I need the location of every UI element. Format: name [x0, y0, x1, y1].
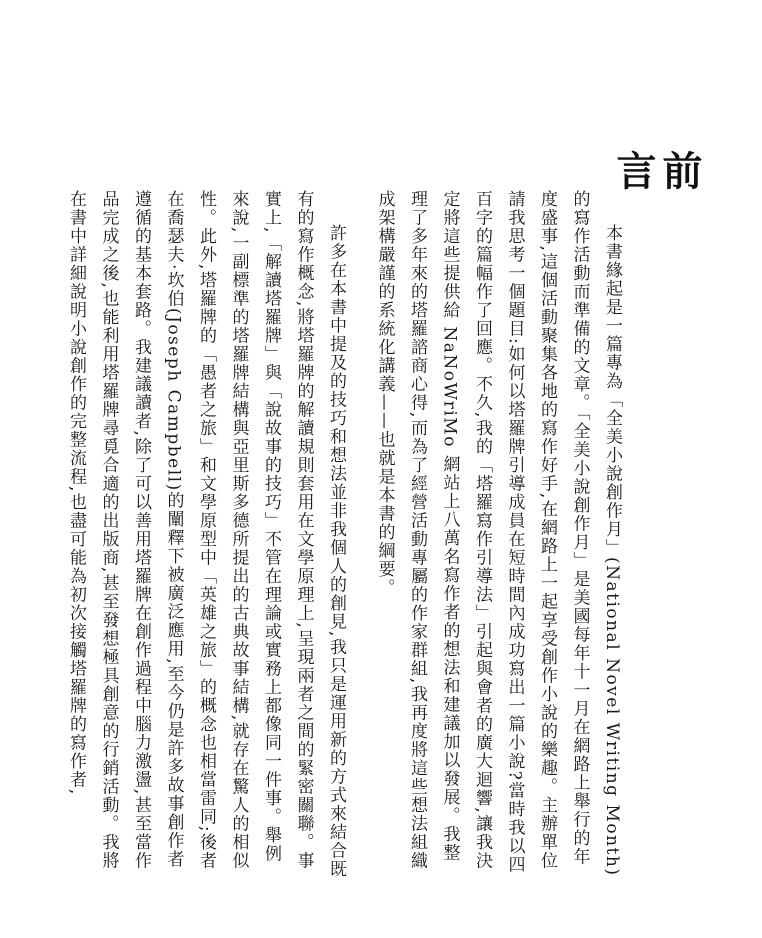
paragraph-2: 許多在本書中提及的技巧和想法並非我個人的創見,我只是運用新的方式來結合既有的寫作概念,將塔羅牌的解讀規則套用在文學原理上,呈現兩者之間的緊密關聯。事實上,「解讀塔羅牌」與「說故事的技巧」不管在理論或實務上都像同一件事。舉例來說,一副標準的塔羅牌結構與亞里斯多德所提出的古典故事結構,就存在驚人的相似性。此外,塔羅牌的「愚者之旅」和文學原型中「英雄之旅」的概念也相當雷同;後者在喬瑟夫·坎伯(Joseph Campbell)的闡釋下被廣泛應用,至今仍是許多故事創作者遵循的基本套路。我建議讀者,除了可以善用塔羅牌在創作過程中腦力激盪,甚至當作品完成之後,也能利用塔羅牌尋覓合適的出版商,甚至發想極具創意的行銷活動。我將在書中詳細說明小說創作的完整流程,也盡可能為初次接觸塔羅牌的寫作者,: [66, 190, 346, 879]
body-text: [66, 190, 628, 880]
paragraph-1: 本書緣起是一篇專為「全美小說創作月」(National Novel Writing Month)的寫作活動而準備的文章。「全美小說創作月」是美國每年十一月在網路上舉行的年度盛事,這個活動聚集各地的寫作好手,在網路上一起享受創作小說的樂趣。主辦單位請我思考一個題目:如何以塔羅牌引導成員在短時間內成功寫出一篇小說?當時我以四百字的篇幅作了回應。不久,我的「塔羅寫作引導法」引起與會者的廣大迴響,讓我決定將這些提供給 NaNoWriMo 網站上八萬名寫作者的想法和建議加以發展。我整理了多年來的塔羅諮商心得,而為了經營活動專屬的作家群組,我再度將這些想法組織成架構嚴謹的系統化講義——也就是本書的綱要。: [374, 190, 622, 877]
chapter-title: 前言: [610, 150, 703, 206]
